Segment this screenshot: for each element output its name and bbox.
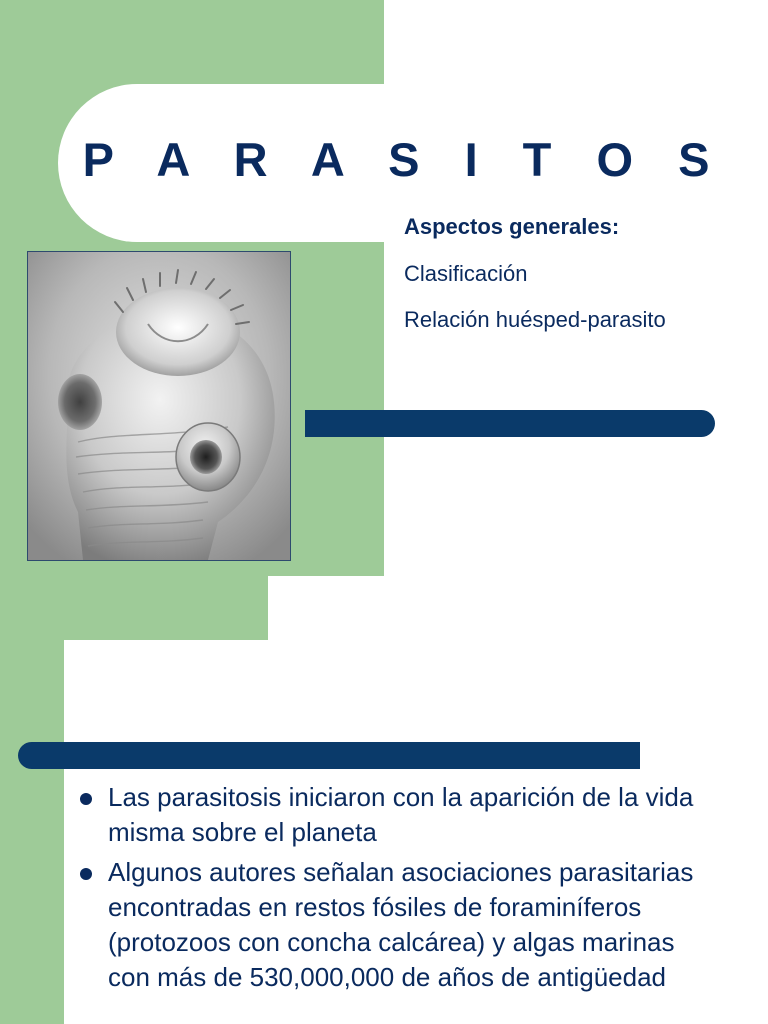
bullet-text: Algunos autores señalan asociaciones parasitarias encontradas en restos fósiles de foraminíferos (protozoos con concha calcárea) y algas marinas con más de 530,000,000 de años de antigüedad: [108, 857, 694, 992]
parasite-head-illustration: [28, 252, 290, 560]
rounded-corner: [64, 640, 124, 700]
green-side-panel-lower-top: [0, 576, 268, 640]
list-item: [78, 855, 718, 995]
bullet-list: [78, 780, 718, 1000]
topic-item-host-parasite: Relación huésped-parasito: [404, 307, 666, 332]
bullet-icon: [80, 793, 92, 805]
decorative-bar-top: [305, 410, 715, 437]
slide-subtitle: Aspectos generales:: [404, 214, 620, 239]
green-side-panel-lower: [0, 640, 64, 1024]
bullet-icon: [80, 868, 92, 880]
decorative-bar-bottom: [18, 742, 640, 769]
slide-title: P A R A S I T O S: [82, 133, 726, 186]
topic-item-classification: Clasificación: [404, 261, 528, 286]
list-item: [78, 780, 718, 850]
bullet-text: Las parasitosis iniciaron con la aparición de la vida misma sobre el planeta: [108, 782, 694, 847]
parasite-sem-image: [27, 251, 291, 561]
